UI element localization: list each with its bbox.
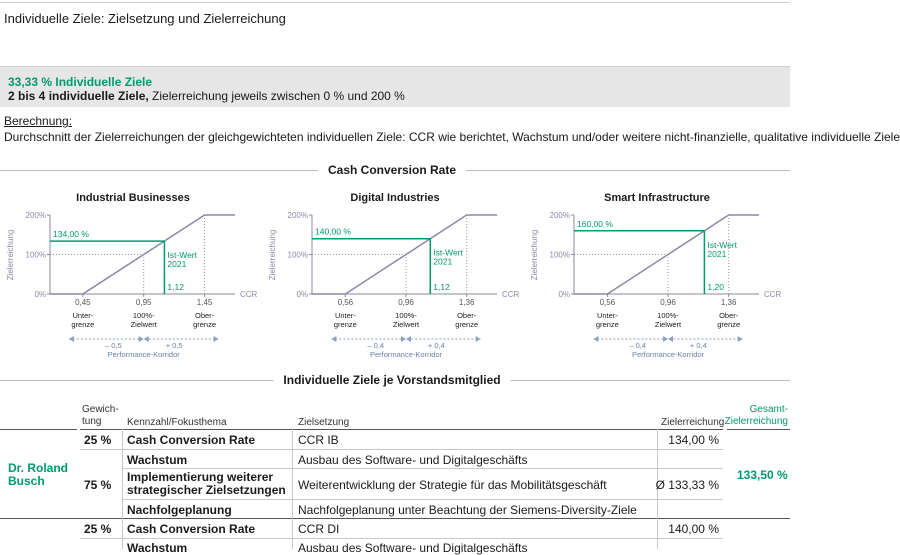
corridor-plus: + 0,4 <box>427 341 445 350</box>
target-label: 100%-Zielwert <box>654 311 682 329</box>
corridor-arrow-center <box>139 336 149 342</box>
y-tick-label: 100% <box>25 250 46 260</box>
row-kpi: Cash Conversion Rate <box>127 433 256 447</box>
corridor-minus: – 0,4 <box>367 341 385 350</box>
row-separator <box>122 468 723 469</box>
col-divider <box>292 429 293 549</box>
x-tick-label: 0,56 <box>599 298 616 307</box>
row-weight: 25 % <box>84 522 112 536</box>
row-separator <box>80 538 723 539</box>
header-kennzahl: Kennzahl/Fokusthema <box>127 417 227 428</box>
row-ziel: CCR IB <box>298 433 339 447</box>
corridor-label: Performance-Korridor <box>107 350 180 359</box>
member-gesamt: 133,50 % <box>737 468 788 482</box>
row-separator <box>80 449 723 450</box>
header-gewichtung: Gewich- tung <box>82 404 119 427</box>
section-title-ccr: Cash Conversion Rate <box>318 163 466 177</box>
x-tick-label: 0,45 <box>75 298 91 307</box>
ist-value: 1,12 <box>433 282 450 292</box>
y-tick-label: 100% <box>287 250 308 260</box>
achievement-label: 140,00 % <box>315 226 351 237</box>
x-tick-label: 0,96 <box>398 298 414 307</box>
achievement-label: 160,00 % <box>577 218 613 229</box>
row-result: 140,00 % <box>668 522 719 536</box>
achievement-label: 134,00 % <box>53 229 89 240</box>
chart-title-di: Digital Industries <box>350 192 440 204</box>
corridor-arrow-center <box>401 336 411 342</box>
row-ziel: Weiterentwicklung der Strategie für das Mobilitätsgeschäft <box>298 478 607 492</box>
row-separator <box>122 499 723 500</box>
header-zielsetzung: Zielsetzung <box>298 417 350 428</box>
calc-text: Durchschnitt der Zielerreichungen der gleichgewichteten individuellen Ziele: CCR wie berichtet, Wachstum und/oder weitere nicht-finanzielle, qualitative individuelle Ziele <box>4 130 900 144</box>
chart-industrial-businesses <box>0 205 262 370</box>
row-ziel: Ausbau des Software- und Digitalgeschäfts <box>298 541 528 555</box>
upper-bound-label: Ober-grenze <box>455 311 479 329</box>
row-ziel: Ausbau des Software- und Digitalgeschäfts <box>298 453 528 467</box>
row-ziel: Nachfolgeplanung unter Beachtung der Siemens-Diversity-Ziele <box>298 503 637 517</box>
row-kpi: Cash Conversion Rate <box>127 522 256 536</box>
lower-bound-label: Unter-grenze <box>595 311 619 329</box>
lower-bound-label: Unter-grenze <box>71 311 95 329</box>
y-axis-label: Zielerreichung <box>530 229 539 281</box>
row-weight: 75 % <box>84 478 112 492</box>
x-tick-label: 1,36 <box>458 298 475 307</box>
corridor-arrow-right <box>214 336 219 342</box>
y-tick-label: 0% <box>558 290 570 299</box>
corridor-plus: + 0,4 <box>689 341 707 350</box>
y-tick-label: 0% <box>296 290 308 299</box>
y-tick-label: 0% <box>34 290 46 299</box>
corridor-minus: – 0,5 <box>104 341 122 350</box>
row-weight: 25 % <box>84 433 112 447</box>
table-header-rule-left <box>0 429 77 430</box>
y-tick-label: 100% <box>549 250 570 260</box>
header-zielerreichung: Zielerreichung <box>661 417 725 428</box>
x-tick-label: 1,45 <box>196 298 213 307</box>
corridor-label: Performance-Korridor <box>631 350 705 359</box>
summary-subtitle-rest: Zielerreichung jeweils zwischen 0 % und 200 % <box>148 89 405 103</box>
x-tick-label: 0,56 <box>337 298 354 307</box>
member-name: Dr. Roland Busch <box>8 461 69 488</box>
x-tick-label: 0,96 <box>660 298 676 307</box>
col-divider <box>122 429 123 549</box>
chart-title-si: Smart Infrastructure <box>604 192 710 204</box>
ist-label: Ist-Wert 2021 <box>707 239 738 259</box>
member-separator <box>0 518 790 519</box>
row-kpi: Wachstum <box>127 541 188 555</box>
corridor-arrow-right <box>738 336 743 342</box>
y-axis-label: Zielerreichung <box>6 229 15 281</box>
row-kpi: Implementierung weiterer strategischer Zielsetzungen <box>127 470 286 497</box>
table-header-rule-right <box>727 429 790 430</box>
row-kpi: Wachstum <box>127 453 188 467</box>
chart-title-ib: Industrial Businesses <box>76 192 190 204</box>
y-axis-label: Zielerreichung <box>268 229 277 281</box>
ist-value: 1,12 <box>167 282 184 292</box>
corridor-label: Performance-Korridor <box>369 350 443 359</box>
x-tick-label: 0,95 <box>135 298 152 307</box>
row-result: Ø 133,33 % <box>655 478 719 492</box>
top-rule <box>0 2 790 3</box>
summary-subtitle-bold: 2 bis 4 individuelle Ziele, <box>8 89 149 103</box>
corridor-arrow-center <box>663 336 673 342</box>
row-result: 134,00 % <box>668 433 719 447</box>
corridor-arrow-left <box>69 336 74 342</box>
upper-bound-label: Ober-grenze <box>717 311 741 329</box>
page-title: Individuelle Ziele: Zielsetzung und Zielerreichung <box>4 11 286 26</box>
table-header-rule <box>80 429 723 430</box>
lower-bound-label: Unter-grenze <box>333 311 357 329</box>
ist-label: Ist-Wert 2021 <box>433 247 463 267</box>
x-axis-label: CCR <box>764 290 782 299</box>
corridor-arrow-left <box>593 336 598 342</box>
chart-digital-industries <box>262 205 524 370</box>
row-ziel: CCR DI <box>298 522 340 536</box>
x-axis-label: CCR <box>502 290 520 299</box>
x-axis-label: CCR <box>240 290 258 299</box>
ist-value: 1,20 <box>707 282 724 292</box>
summary-title: 33,33 % Individuelle Ziele <box>8 75 153 89</box>
corridor-plus: + 0,5 <box>165 341 183 350</box>
header-gesamt: Gesamt- Zielerreichung <box>724 404 788 427</box>
row-kpi: Nachfolgeplanung <box>127 503 232 517</box>
target-label: 100%-Zielwert <box>130 311 157 329</box>
chart-smart-infrastructure <box>524 205 790 370</box>
corridor-minus: – 0,4 <box>629 341 647 350</box>
corridor-arrow-right <box>476 336 481 342</box>
corridor-arrow-left <box>331 336 336 342</box>
upper-bound-label: Ober-grenze <box>193 311 217 329</box>
summary-subtitle <box>8 89 405 103</box>
section-title-ziele: Individuelle Ziele je Vorstandsmitglied <box>273 373 510 387</box>
target-label: 100%-Zielwert <box>392 311 420 329</box>
y-tick-label: 200% <box>549 211 570 220</box>
y-tick-label: 200% <box>25 211 46 220</box>
calc-label: Berechnung: <box>4 114 73 128</box>
y-tick-label: 200% <box>287 211 308 220</box>
x-tick-label: 1,36 <box>720 298 737 307</box>
ist-label: Ist-Wert 2021 <box>167 250 198 270</box>
